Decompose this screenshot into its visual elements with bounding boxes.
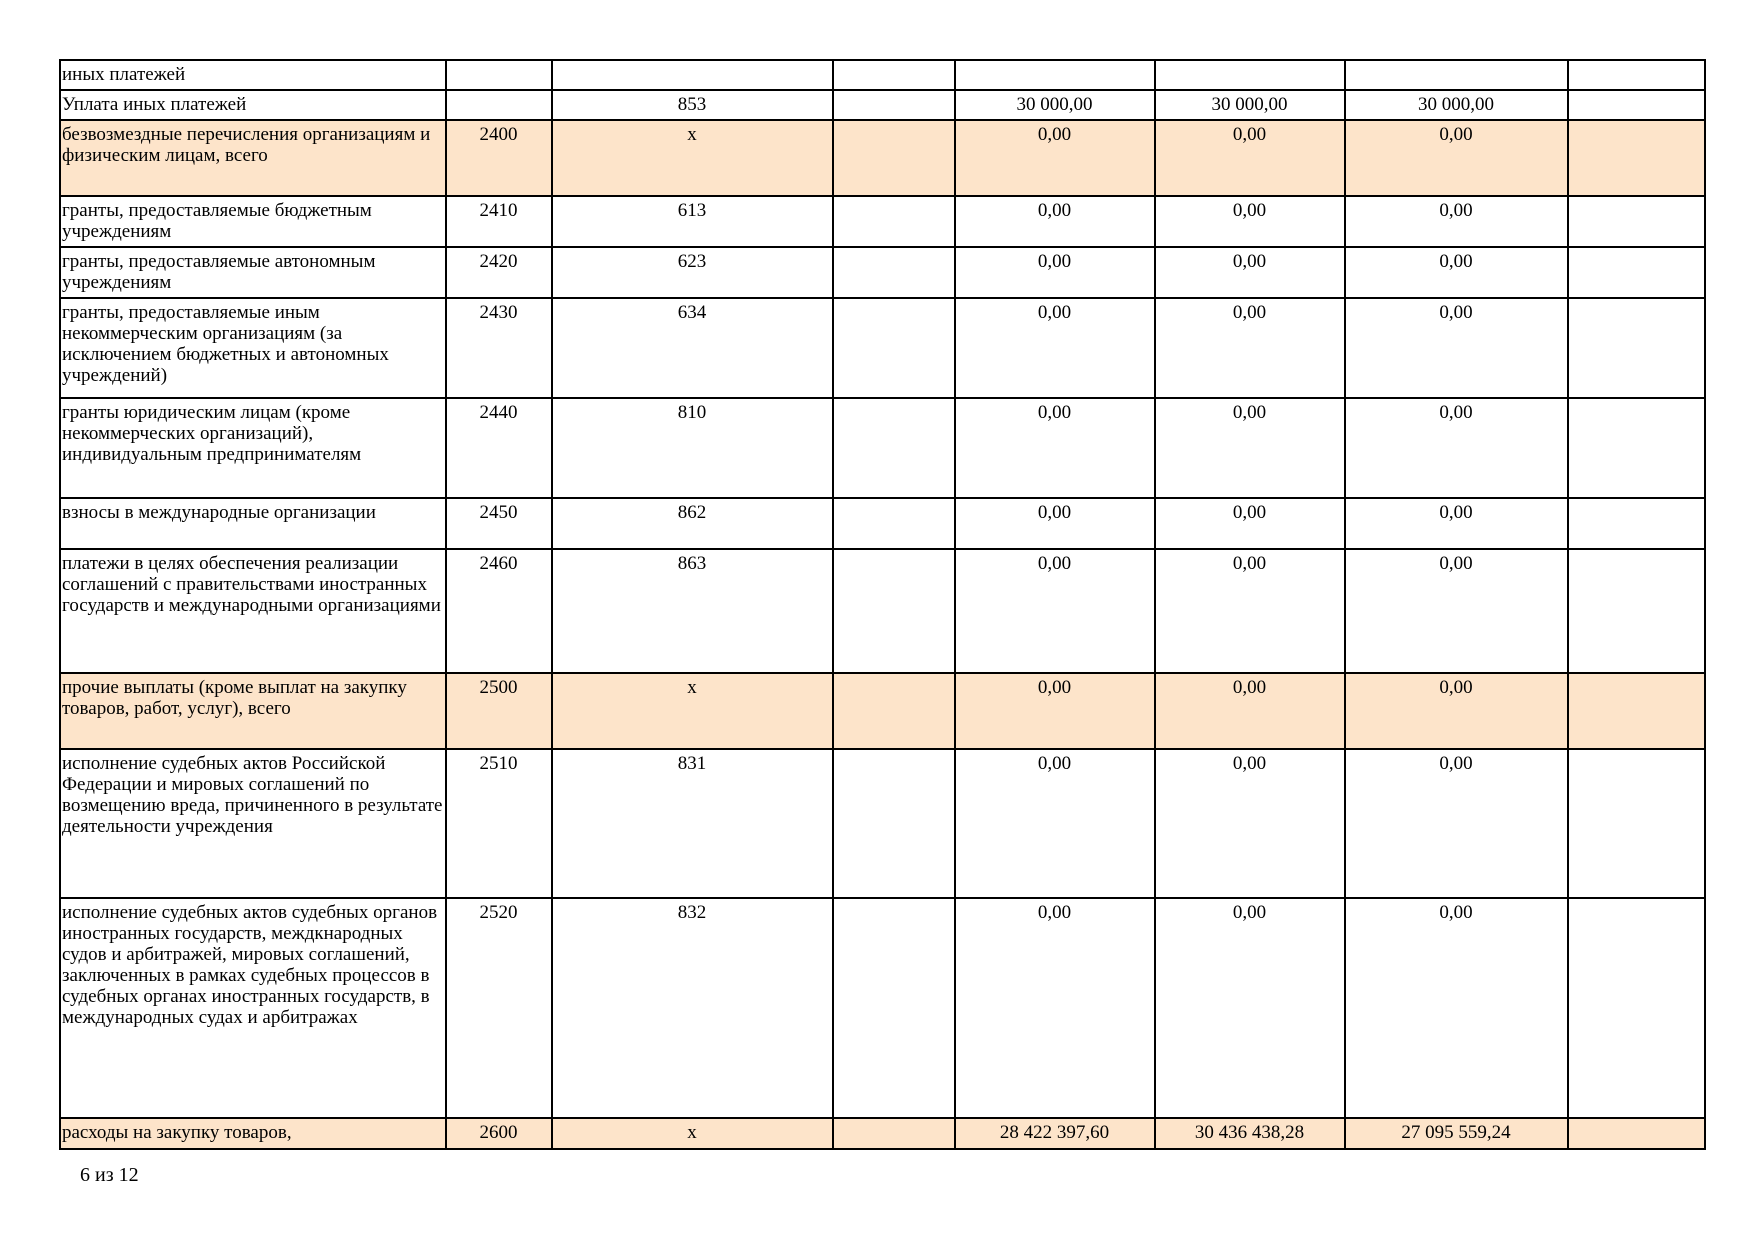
row-kbk-code: 853 [552, 90, 833, 120]
row-value-2: 0,00 [1155, 749, 1345, 898]
row-line-code: 2500 [446, 673, 552, 749]
row-kbk-code: x [552, 120, 833, 196]
row-value-3: 0,00 [1345, 749, 1568, 898]
row-extra-code [833, 247, 955, 298]
table-row [60, 398, 1705, 498]
row-extra-code [833, 898, 955, 1118]
row-value-3: 27 095 559,24 [1345, 1118, 1568, 1149]
row-name: гранты, предоставляемые автономным учреждениям [60, 247, 446, 298]
row-value-2: 0,00 [1155, 120, 1345, 196]
row-kbk-code: 634 [552, 298, 833, 398]
row-value-1: 0,00 [955, 498, 1155, 549]
row-value-4 [1568, 60, 1705, 90]
row-name: исполнение судебных актов судебных органов иностранных государств, междкнародных судов и арбитражей, мировых соглашений, заключенных в рамках судебных процессов в судебных органах иностранных государств, в международных судах и арбитражах [60, 898, 446, 1118]
row-kbk-code: 863 [552, 549, 833, 673]
row-value-4 [1568, 498, 1705, 549]
row-value-3: 0,00 [1345, 196, 1568, 247]
row-value-3: 0,00 [1345, 298, 1568, 398]
row-value-3: 0,00 [1345, 247, 1568, 298]
row-line-code: 2400 [446, 120, 552, 196]
row-value-1: 0,00 [955, 673, 1155, 749]
table-row [60, 60, 1705, 90]
row-value-2: 30 436 438,28 [1155, 1118, 1345, 1149]
row-name: платежи в целях обеспечения реализации соглашений с правительствами иностранных государств и международными организациями [60, 549, 446, 673]
row-value-2: 0,00 [1155, 247, 1345, 298]
row-extra-code [833, 549, 955, 673]
row-value-4 [1568, 247, 1705, 298]
row-value-4 [1568, 1118, 1705, 1149]
row-line-code: 2440 [446, 398, 552, 498]
row-value-2: 0,00 [1155, 673, 1345, 749]
row-kbk-code: 832 [552, 898, 833, 1118]
table-row [60, 898, 1705, 1118]
row-value-1: 0,00 [955, 247, 1155, 298]
row-line-code: 2600 [446, 1118, 552, 1149]
row-value-1: 28 422 397,60 [955, 1118, 1155, 1149]
row-value-3: 0,00 [1345, 673, 1568, 749]
row-line-code: 2420 [446, 247, 552, 298]
row-line-code: 2520 [446, 898, 552, 1118]
row-value-2 [1155, 60, 1345, 90]
row-extra-code [833, 60, 955, 90]
row-value-4 [1568, 749, 1705, 898]
row-line-code [446, 90, 552, 120]
row-extra-code [833, 196, 955, 247]
row-extra-code [833, 90, 955, 120]
row-value-4 [1568, 673, 1705, 749]
row-kbk-code: 810 [552, 398, 833, 498]
row-kbk-code: x [552, 1118, 833, 1149]
row-kbk-code: 613 [552, 196, 833, 247]
table-body [60, 60, 1705, 1149]
row-line-code: 2510 [446, 749, 552, 898]
row-value-1: 0,00 [955, 749, 1155, 898]
row-kbk-code: 862 [552, 498, 833, 549]
row-name: расходы на закупку товаров, [60, 1118, 446, 1149]
row-value-3: 0,00 [1345, 898, 1568, 1118]
row-value-1: 0,00 [955, 120, 1155, 196]
row-name: взносы в международные организации [60, 498, 446, 549]
row-extra-code [833, 120, 955, 196]
row-value-1: 0,00 [955, 549, 1155, 673]
table-row [60, 749, 1705, 898]
row-extra-code [833, 1118, 955, 1149]
row-name: иных платежей [60, 60, 446, 90]
row-kbk-code [552, 60, 833, 90]
table-row [60, 90, 1705, 120]
row-value-4 [1568, 398, 1705, 498]
row-value-3: 0,00 [1345, 398, 1568, 498]
row-value-2: 0,00 [1155, 398, 1345, 498]
row-kbk-code: 831 [552, 749, 833, 898]
row-value-3 [1345, 60, 1568, 90]
row-value-4 [1568, 120, 1705, 196]
table-row [60, 498, 1705, 549]
row-value-3: 0,00 [1345, 549, 1568, 673]
row-name: исполнение судебных актов Российской Федерации и мировых соглашений по возмещению вреда, причиненного в результате деятельности учреждения [60, 749, 446, 898]
row-value-1: 0,00 [955, 196, 1155, 247]
page-number: 6 из 12 [80, 1164, 139, 1186]
row-extra-code [833, 398, 955, 498]
row-name: прочие выплаты (кроме выплат на закупку товаров, работ, услуг), всего [60, 673, 446, 749]
row-line-code [446, 60, 552, 90]
row-value-2: 30 000,00 [1155, 90, 1345, 120]
row-name: гранты юридическим лицам (кроме некоммерческих организаций), индивидуальным предпринимателям [60, 398, 446, 498]
table-row [60, 120, 1705, 196]
row-value-2: 0,00 [1155, 298, 1345, 398]
row-extra-code [833, 749, 955, 898]
row-value-1: 30 000,00 [955, 90, 1155, 120]
row-value-4 [1568, 898, 1705, 1118]
financial-table [59, 59, 1706, 1150]
row-extra-code [833, 498, 955, 549]
row-value-2: 0,00 [1155, 498, 1345, 549]
row-value-3: 0,00 [1345, 498, 1568, 549]
row-value-3: 30 000,00 [1345, 90, 1568, 120]
table-row [60, 247, 1705, 298]
row-kbk-code: 623 [552, 247, 833, 298]
table-row [60, 1118, 1705, 1149]
row-value-1: 0,00 [955, 398, 1155, 498]
row-line-code: 2410 [446, 196, 552, 247]
row-value-4 [1568, 90, 1705, 120]
row-name: гранты, предоставляемые иным некоммерческим организациям (за исключением бюджетных и автономных учреждений) [60, 298, 446, 398]
row-line-code: 2460 [446, 549, 552, 673]
row-name: гранты, предоставляемые бюджетным учреждениям [60, 196, 446, 247]
table-row [60, 196, 1705, 247]
row-value-2: 0,00 [1155, 898, 1345, 1118]
row-value-4 [1568, 298, 1705, 398]
table-row [60, 673, 1705, 749]
row-name: Уплата иных платежей [60, 90, 446, 120]
row-extra-code [833, 298, 955, 398]
row-value-4 [1568, 196, 1705, 247]
row-name: безвозмездные перечисления организациям и физическим лицам, всего [60, 120, 446, 196]
row-value-2: 0,00 [1155, 196, 1345, 247]
row-kbk-code: x [552, 673, 833, 749]
row-line-code: 2430 [446, 298, 552, 398]
row-extra-code [833, 673, 955, 749]
table-row [60, 298, 1705, 398]
row-value-1: 0,00 [955, 898, 1155, 1118]
row-value-1 [955, 60, 1155, 90]
row-line-code: 2450 [446, 498, 552, 549]
row-value-4 [1568, 549, 1705, 673]
row-value-2: 0,00 [1155, 549, 1345, 673]
row-value-3: 0,00 [1345, 120, 1568, 196]
table-row [60, 549, 1705, 673]
row-value-1: 0,00 [955, 298, 1155, 398]
